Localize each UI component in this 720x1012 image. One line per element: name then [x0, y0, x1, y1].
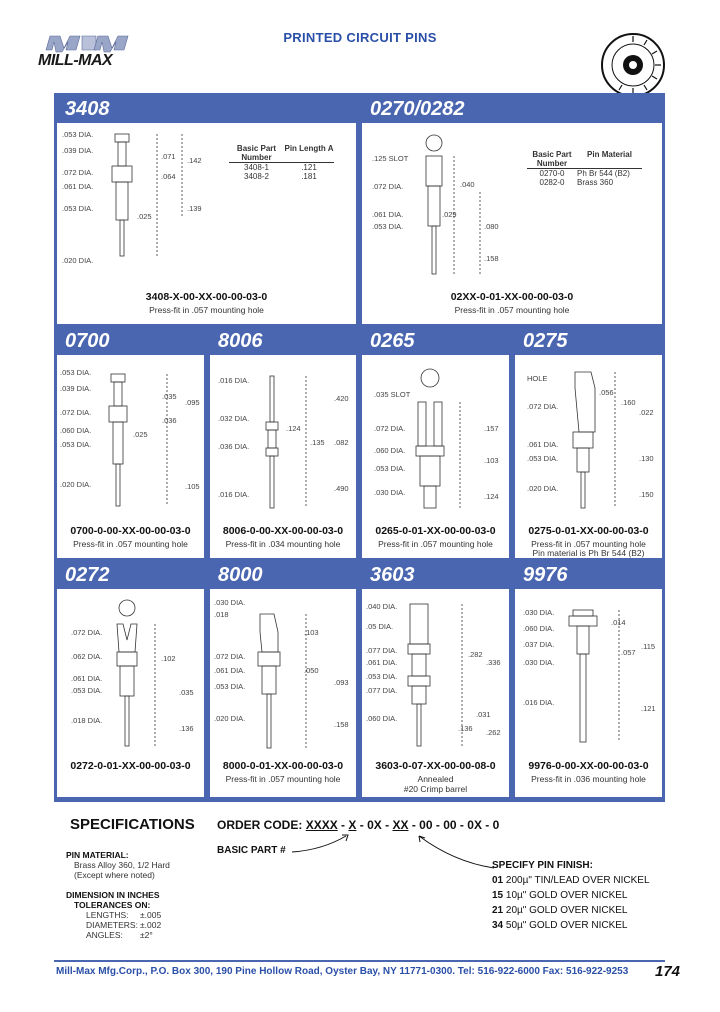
dim-label: .061 DIA.: [366, 658, 398, 667]
dim-label: .158: [334, 720, 349, 729]
product-3603: [362, 562, 509, 797]
order-code-sep: -: [385, 818, 390, 832]
dim-label: .053 DIA.: [71, 686, 103, 695]
order-code-sep: -: [459, 818, 464, 832]
order-code-sep: -: [411, 818, 416, 832]
dim-label: .016 DIA.: [523, 698, 555, 707]
dim-label: .025: [133, 430, 148, 439]
product-title: 9976: [515, 562, 662, 589]
dim-label: .016 DIA.: [218, 376, 250, 385]
finish-option: [492, 905, 627, 916]
dim-label: .053 DIA.: [372, 222, 404, 231]
table-cell: .121: [301, 163, 317, 172]
mounting-note: Press-fit in .057 mounting hole: [378, 539, 493, 549]
dim-label: .072 DIA.: [372, 182, 404, 191]
dim-label: .064: [161, 172, 176, 181]
product-8006: [210, 328, 356, 558]
order-code-sep: -: [435, 818, 440, 832]
dim-label: .020 DIA.: [60, 480, 92, 489]
finish-option: [492, 875, 650, 886]
dim-label: .282: [468, 650, 483, 659]
dim-label: .077 DIA.: [366, 686, 398, 695]
product-8000: [210, 562, 356, 797]
dim-label: .029: [442, 210, 457, 219]
dim-label: .121: [641, 704, 656, 713]
dim-label: .053 DIA.: [60, 440, 92, 449]
dim-label: .072 DIA.: [527, 402, 559, 411]
dim-label: .031: [476, 710, 491, 719]
dim-label: .072 DIA.: [374, 424, 406, 433]
table-row: [527, 178, 642, 187]
page-number: 174: [655, 963, 681, 980]
dim-label: .053 DIA.: [527, 454, 559, 463]
dim-label: .061 DIA.: [527, 440, 559, 449]
dim-label: .125 SLOT: [372, 154, 409, 163]
dim-label: .072 DIA.: [71, 628, 103, 637]
order-code-part: XX: [392, 818, 409, 832]
dim-label: .030 DIA.: [523, 658, 555, 667]
pin-drawing-3408: [57, 96, 356, 324]
dim-label: .050: [304, 666, 319, 675]
material-note: Pin material is Ph Br 544 (B2): [532, 548, 645, 558]
logo-text: MILL-MAX: [38, 52, 113, 69]
table-cell: .181: [301, 172, 317, 181]
finish-desc: 200µ" TIN/LEAD OVER NICKEL: [505, 875, 650, 886]
dim-label: .018 DIA.: [71, 716, 103, 725]
mounting-note: Press-fit in .057 mounting hole: [531, 539, 646, 549]
table-row: [527, 169, 642, 178]
dim-label: .158: [484, 254, 499, 263]
mounting-note: Press-fit in .034 mounting hole: [225, 539, 341, 549]
part-number: 0275-0-01-XX-00-00-03-0: [528, 525, 649, 537]
dim-label: .035: [179, 688, 194, 697]
dim-label: .022: [639, 408, 654, 417]
dim-label: .060 DIA.: [60, 426, 92, 435]
part-number: 0265-0-01-XX-00-00-03-0: [375, 525, 496, 537]
dim-label: .053 DIA.: [214, 682, 246, 691]
dim-label: .061 DIA.: [214, 666, 246, 675]
finish-code: 15: [492, 890, 504, 901]
dim-label: .039 DIA.: [60, 384, 92, 393]
dim-label: .016 DIA.: [218, 490, 250, 499]
table-cell: 3408-2: [244, 172, 269, 181]
dim-label: .062 DIA.: [71, 652, 103, 661]
tolerance-name: ANGLES:: [86, 930, 123, 940]
dim-label: .102: [161, 654, 176, 663]
dim-label: .082: [334, 438, 349, 447]
order-code-sep: -: [341, 818, 346, 832]
pin-drawing-0270-0282: [362, 96, 662, 324]
dim-label: .030 DIA.: [523, 608, 555, 617]
footer-address: Mill-Max Mfg.Corp., P.O. Box 300, 190 Pine Hollow Road, Oyster Bay, NY 11771-0300. Tel: 516-922-6000 Fax: 516-922-9253: [56, 966, 629, 977]
dim-label: .036: [162, 416, 177, 425]
dim-label: .057: [621, 648, 636, 657]
dim-label: .115: [641, 642, 656, 651]
precision-seal: [600, 32, 666, 98]
product-title: 8006: [210, 328, 356, 355]
dim-label: .071: [161, 152, 176, 161]
dim-label: .103: [484, 456, 499, 465]
product-title: 0270/0282: [362, 96, 662, 123]
part-number: 9976-0-00-XX-00-00-03-0: [528, 760, 649, 772]
table-header: Pin Material: [587, 150, 632, 159]
dim-label: .157: [484, 424, 499, 433]
length-table: [229, 144, 334, 181]
basic-part-label: BASIC PART #: [217, 845, 286, 856]
dim-label: .060 DIA.: [523, 624, 555, 633]
dim-label: .061 DIA.: [372, 210, 404, 219]
product-title: 0272: [57, 562, 204, 589]
finish-code: 34: [492, 920, 504, 931]
part-number: 0272-0-01-XX-00-00-03-0: [70, 760, 191, 772]
dim-label: .139: [187, 204, 202, 213]
specifications-title: SPECIFICATIONS: [70, 816, 195, 833]
dim-label: .262: [486, 728, 501, 737]
dim-label: .093: [334, 678, 349, 687]
table-cell: 0282-0: [539, 178, 565, 187]
dim-label: .061 DIA.: [71, 674, 103, 683]
product-0270-0282: [362, 96, 662, 324]
mill-max-logo: [36, 34, 156, 74]
order-code-part: 0: [492, 818, 500, 832]
product-3408: [57, 96, 356, 324]
finish-option: [492, 890, 627, 901]
table-cell: Brass 360: [577, 178, 614, 187]
dim-label: .020 DIA.: [214, 714, 246, 723]
specifications-panel: [54, 802, 665, 960]
material-table: [527, 150, 642, 187]
finish-desc: 10µ" GOLD OVER NICKEL: [505, 890, 628, 901]
part-number: 02XX-0-01-XX-00-00-03-0: [450, 291, 574, 303]
product-0272: [57, 562, 204, 797]
dim-label: .103: [304, 628, 319, 637]
dim-label: .105: [185, 482, 200, 491]
order-code-part: 00: [443, 818, 457, 832]
dim-label: .032 DIA.: [218, 414, 250, 423]
dim-label: .150: [639, 490, 654, 499]
part-number: 8006-0-00-XX-00-00-03-0: [222, 525, 344, 537]
part-number: 0700-0-00-XX-00-00-03-0: [70, 525, 191, 537]
order-code-part: 0X: [367, 818, 382, 832]
tolerance-value: ±.002: [140, 920, 162, 930]
dim-label: .072 DIA.: [214, 652, 246, 661]
order-code-part: 0X: [467, 818, 482, 832]
dim-label: .035: [162, 392, 177, 401]
dim-label: .030 DIA.: [214, 598, 246, 607]
product-title: 0700: [57, 328, 204, 355]
product-0275: [515, 328, 662, 558]
finish-label: SPECIFY PIN FINISH:: [492, 860, 593, 871]
dim-label: .060 DIA.: [374, 446, 406, 455]
product-9976: [515, 562, 662, 797]
mounting-note: Press-fit in .057 mounting hole: [149, 305, 264, 315]
dim-label: .056: [599, 388, 614, 397]
dim-label: .136: [179, 724, 194, 733]
dim-label: .025: [137, 212, 152, 221]
dim-label: .05 DIA.: [366, 622, 394, 631]
dim-label: .160: [621, 398, 636, 407]
dim-label: .053 DIA.: [366, 672, 398, 681]
table-row: [229, 172, 334, 181]
dim-label: .336: [486, 658, 501, 667]
order-code-part: XXXX: [305, 818, 338, 832]
pin-material-label: PIN MATERIAL:: [66, 850, 129, 860]
table-header: Basic Part Number: [236, 144, 277, 162]
dim-label: .037 DIA.: [523, 640, 555, 649]
dim-label: .095: [185, 398, 200, 407]
mounting-note: Press-fit in .057 mounting hole: [454, 305, 570, 315]
dim-label: .130: [639, 454, 654, 463]
order-code-sep: -: [485, 818, 490, 832]
precision-seal-icon: [600, 32, 666, 98]
dim-label: .053 DIA.: [62, 130, 94, 139]
product-title: 3408: [57, 96, 356, 123]
product-title: 0275: [515, 328, 662, 355]
order-code-part: X: [348, 818, 357, 832]
tolerance-name: DIAMETERS:: [86, 920, 138, 930]
tolerance-value: ±.005: [140, 910, 162, 920]
dim-label: .020 DIA.: [62, 256, 94, 265]
dim-label: .080: [484, 222, 499, 231]
dim-label: .077 DIA.: [366, 646, 398, 655]
pin-material-line: Brass Alloy 360, 1/2 Hard: [74, 860, 170, 870]
dim-label: .014: [611, 618, 626, 627]
table-cell: 3408-1: [244, 163, 269, 172]
mounting-note: Press-fit in .057 mounting hole: [225, 774, 341, 784]
table-cell: 0270-0: [539, 169, 565, 178]
mounting-note: Press-fit in .057 mounting hole: [73, 539, 188, 549]
part-number: 3408-X-00-XX-00-00-03-0: [145, 291, 268, 303]
part-number: 8000-0-01-XX-00-00-03-0: [222, 760, 344, 772]
dim-label: .490: [334, 484, 349, 493]
dimension-label: DIMENSION IN INCHES: [66, 890, 160, 900]
dim-label: .018: [214, 610, 229, 619]
pin-material-line: (Except where noted): [74, 870, 155, 880]
order-code-part: 00: [419, 818, 433, 832]
order-code-label: ORDER CODE:: [217, 818, 303, 832]
dim-label: .060 DIA.: [366, 714, 398, 723]
finish-option: [492, 920, 627, 931]
mounting-note: Press-fit in .036 mounting hole: [531, 774, 646, 784]
dim-label: .053 DIA.: [374, 464, 406, 473]
dim-label: .039 DIA.: [62, 146, 94, 155]
annealed-note: Annealed: [417, 774, 454, 784]
tolerances-label: TOLERANCES ON:: [74, 900, 151, 910]
dim-label: .040: [460, 180, 475, 189]
product-0700: [57, 328, 204, 558]
product-title: 8000: [210, 562, 356, 589]
dim-label: .061 DIA.: [62, 182, 94, 191]
dim-label: .142: [187, 156, 202, 165]
finish-desc: 50µ" GOLD OVER NICKEL: [505, 920, 628, 931]
tolerance-name: LENGTHS:: [86, 910, 129, 920]
dim-label: .040 DIA.: [366, 602, 398, 611]
tolerance-value: ±2°: [140, 930, 153, 940]
dim-label: .124: [484, 492, 499, 501]
dim-label: HOLE: [527, 374, 548, 383]
finish-code: 01: [492, 875, 504, 886]
dim-label: .053 DIA.: [62, 204, 94, 213]
dim-label: .020 DIA.: [527, 484, 559, 493]
dim-label: .036 DIA.: [218, 442, 250, 451]
dim-label: .053 DIA.: [60, 368, 92, 377]
part-number: 3603-0-07-XX-00-00-08-0: [375, 760, 496, 772]
product-0265: [362, 328, 509, 558]
table-cell: Ph Br 544 (B2): [577, 169, 630, 178]
table-header: Basic Part Number: [532, 150, 572, 168]
dim-label: .135: [310, 438, 325, 447]
dim-label: .030 DIA.: [374, 488, 406, 497]
finish-desc: 20µ" GOLD OVER NICKEL: [505, 905, 628, 916]
order-code-sep: -: [359, 818, 364, 832]
dim-label: .035 SLOT: [374, 390, 411, 399]
page-title: PRINTED CIRCUIT PINS: [283, 30, 437, 45]
dim-label: .136: [458, 724, 473, 733]
product-title: 3603: [362, 562, 509, 589]
product-title: 0265: [362, 328, 509, 355]
pin-drawing-0265: [362, 328, 509, 558]
dim-label: .420: [334, 394, 349, 403]
table-row: [229, 163, 334, 172]
dim-label: .072 DIA.: [62, 168, 94, 177]
dim-label: .072 DIA.: [60, 408, 92, 417]
dim-label: .124: [286, 424, 301, 433]
table-header: Pin Length A: [284, 144, 334, 153]
finish-code: 21: [492, 905, 504, 916]
crimp-note: #20 Crimp barrel: [403, 784, 468, 794]
